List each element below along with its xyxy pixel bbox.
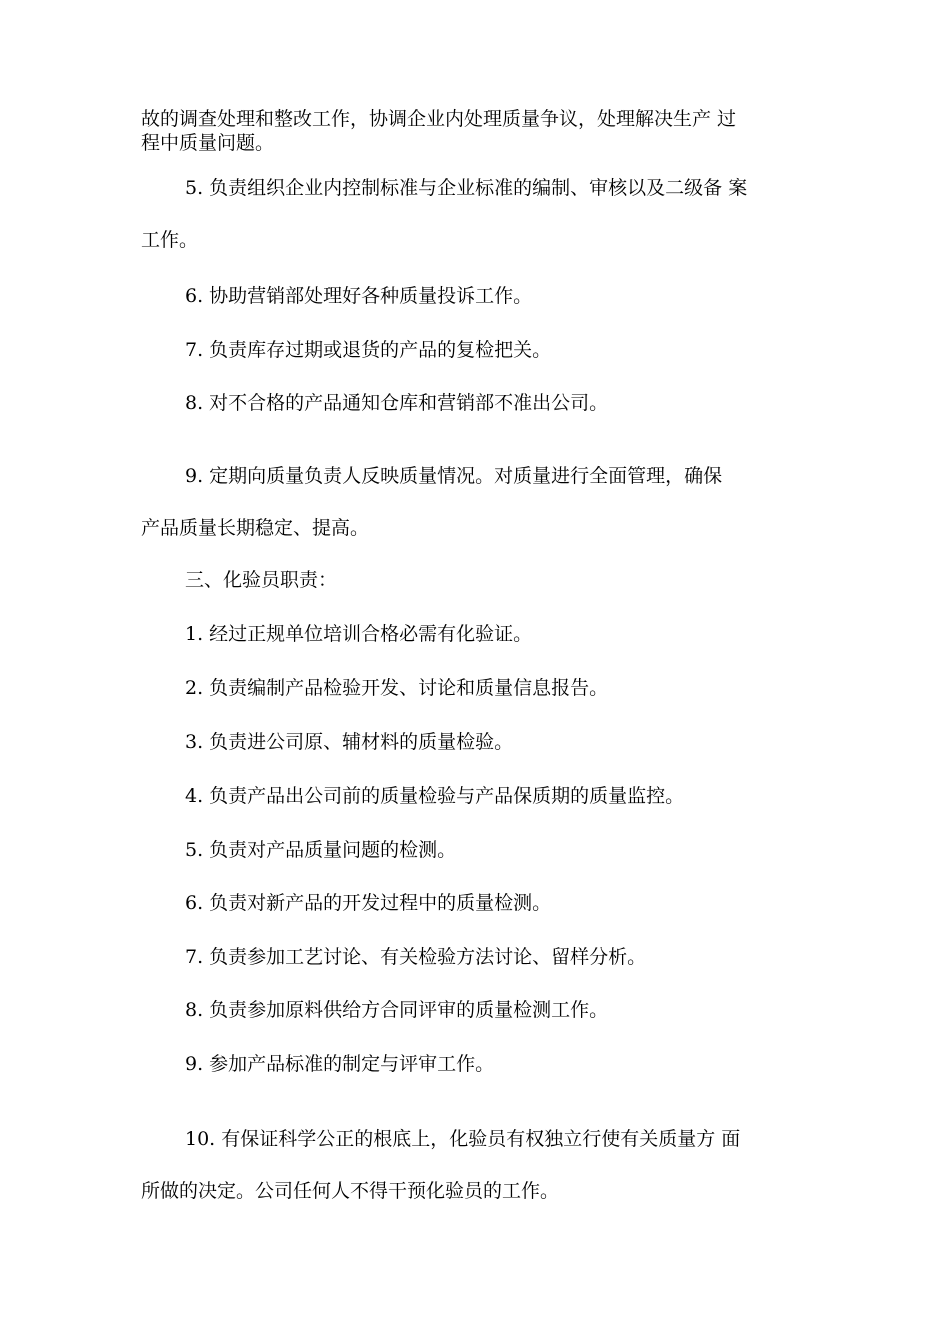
list-item: 2. 负责编制产品检验开发、讨论和质量信息报告。 [185, 677, 609, 699]
list-item: 5. 负责组织企业内控制标准与企业标准的编制、审核以及二级备 案 [185, 177, 748, 199]
list-item: 3. 负责进公司原、辅材料的质量检验。 [185, 731, 514, 753]
list-item: 7. 负责库存过期或退货的产品的复检把关。 [185, 339, 552, 361]
list-item: 6. 负责对新产品的开发过程中的质量检测。 [185, 892, 552, 914]
list-item: 8. 对不合格的产品通知仓库和营销部不准出公司。 [185, 392, 609, 414]
list-item: 6. 协助营销部处理好各种质量投诉工作。 [185, 285, 533, 307]
list-item: 1. 经过正规单位培训合格必需有化验证。 [185, 623, 533, 645]
list-item: 7. 负责参加工艺讨论、有关检验方法讨论、留样分析。 [185, 946, 647, 968]
text-line: 产品质量长期稳定、提高。 [141, 517, 370, 539]
text-line: 所做的决定。公司任何人不得干预化验员的工作。 [141, 1180, 560, 1202]
list-item: 8. 负责参加原料供给方合同评审的质量检测工作。 [185, 999, 609, 1021]
list-item: 4. 负责产品出公司前的质量检验与产品保质期的质量监控。 [185, 785, 685, 807]
text-line: 工作。 [141, 229, 199, 251]
section-heading: 三、化验员职责： [185, 569, 338, 591]
text-line: 故的调查处理和整改工作，协调企业内处理质量争议，处理解决生产 过 [141, 108, 737, 130]
list-item: 9. 定期向质量负责人反映质量情况。对质量进行全面管理，确保 [185, 465, 723, 487]
list-item: 9. 参加产品标准的制定与评审工作。 [185, 1053, 495, 1075]
list-item: 5. 负责对产品质量问题的检测。 [185, 839, 457, 861]
list-item: 10. 有保证科学公正的根底上，化验员有权独立行使有关质量方 面 [185, 1128, 741, 1150]
text-line: 程中质量问题。 [141, 132, 275, 154]
